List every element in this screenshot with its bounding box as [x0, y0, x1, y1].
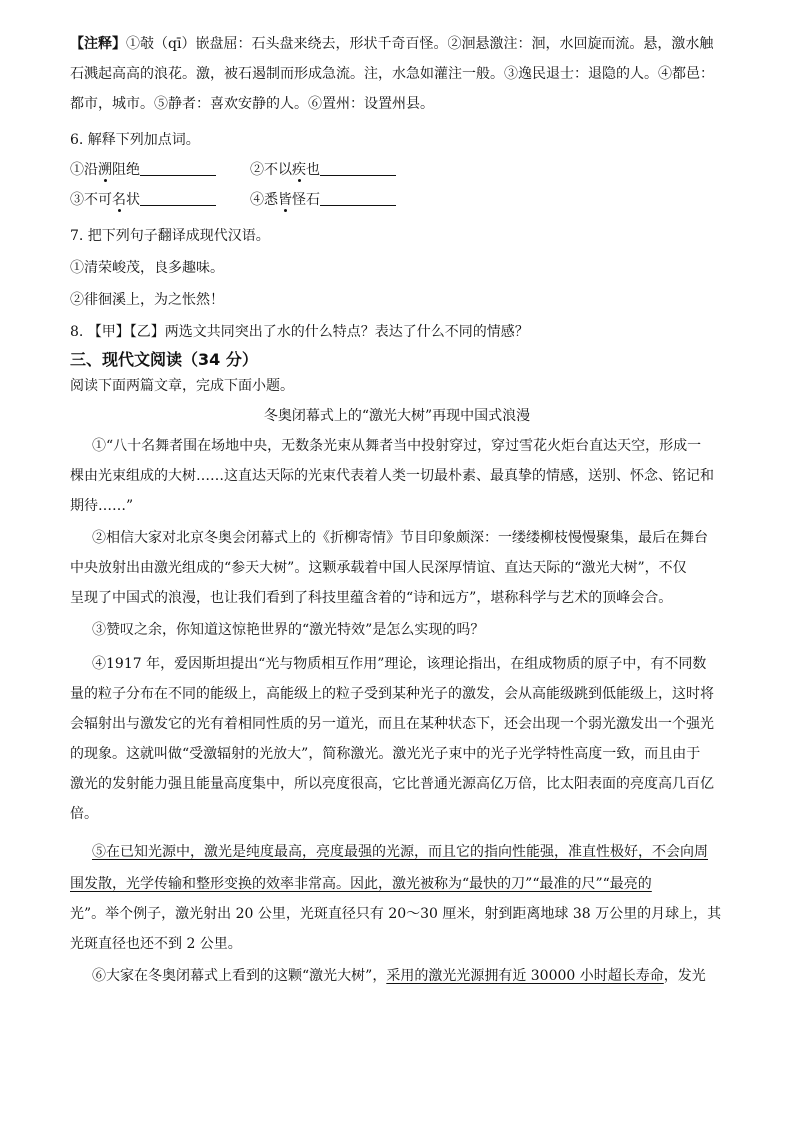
paragraph-4-line-1: ④1917 年，爱因斯坦提出“光与物质相互作用”理论，该理论指出，在组成物质的原子中，有不同数 — [92, 656, 707, 672]
question-6-stem: 6. 解释下列加点词。 — [70, 132, 200, 148]
paragraph-1-line-1: ①“八十名舞者围在场地中央，无数条光束从舞者当中投射穿过，穿过雪花火炬台直达天空，形成一 — [92, 438, 702, 454]
note-line-2: 石溅起高高的浪花。激，被石遏制而形成急流。注，水急如灌注一般。③逸民退士：退隐的人。④都邑： — [70, 66, 714, 82]
note-label: 【注释】 — [70, 36, 126, 52]
note-line-1 — [70, 34, 730, 54]
section-heading: 三、现代文阅读（34 分） — [70, 350, 258, 369]
dotted-word: 皆 — [278, 192, 292, 208]
q6-item-1: ①沿溯阻绝 — [70, 162, 216, 178]
paragraph-5-line-2: 围发散，光学传输和整形变换的效率非常高。因此，激光被称为“最快的刀”“最准的尺”“最亮的 — [70, 876, 652, 892]
underlined-phrase: 采用的激光光源拥有近 30000 小时超长寿命 — [386, 968, 664, 984]
paragraph-4-line-4: 的现象。这就叫做“受激辐射的光放大”，简称激光。激光光子束中的光子光学特性高度一致，而且由于 — [70, 746, 701, 762]
q6-item-4: ④悉皆怪石 — [250, 190, 396, 210]
paragraph-2-line-2: 中央放射出由激光组成的“参天大树”。这颗承载着中国人民深厚情谊、直达天际的“激光大树”，不仅 — [70, 560, 687, 576]
article-title: 冬奥闭幕式上的“激光大树”再现中国式浪漫 — [263, 408, 531, 424]
note-text-1: ①攲（qī）嵌盘屈：石头盘来绕去，形状千奇百怪。②洄悬激注：洄，水回旋而流。悬，激水触 — [126, 36, 714, 52]
q6-item-2: ②不以疾也 — [250, 160, 396, 180]
paragraph-4-line-5: 激光的发射能力强且能量高度集中，所以亮度很高，它比普通光源高亿万倍，比太阳表面的亮度高几百亿 — [70, 776, 714, 792]
q6-item-3: ③不可名状 — [70, 192, 216, 208]
paragraph-6-line-1: ⑥大家在冬奥闭幕式上看到的这颗“激光大树”，采用的激光光源拥有近 30000 小时超长寿命，发光 — [92, 968, 706, 984]
paragraph-1-line-2: 棵由光束组成的大树……这直达天际的光束代表着人类一切最朴素、最真挚的情感，送别、怀念、铭记和 — [70, 468, 714, 484]
dotted-word: 溯 — [98, 162, 112, 178]
paragraph-2-line-3: 呈现了中国式的浪漫，也让我们看到了科技里蕴含着的“诗和远方”，堪称科学与艺术的顶峰会合。 — [70, 590, 673, 606]
question-7-sentence-2: ②徘徊溪上，为之怅然！ — [70, 292, 224, 308]
answer-blank[interactable] — [140, 161, 216, 176]
paragraph-5-line-3: 光”。举个例子，激光射出 20 公里，光斑直径只有 20～30 厘米，射到距离地球 38 万公里的月球上，其 — [70, 906, 722, 922]
question-6-row-2 — [70, 190, 730, 210]
note-line-3: 都市，城市。⑤静者：喜欢安静的人。⑥置州：设置州县。 — [70, 96, 434, 112]
paragraph-4-line-6: 倍。 — [70, 806, 98, 822]
question-7-sentence-1: ①清荣峻茂，良多趣味。 — [70, 260, 224, 276]
dotted-word: 疾 — [292, 162, 306, 178]
paragraph-4-line-3: 会辐射出与激发它的光有着相同性质的另一道光，而且在某种状态下，还会出现一个弱光激发出一个强光 — [70, 716, 714, 732]
paragraph-2-line-1: ②相信大家对北京冬奥会闭幕式上的《折柳寄情》节目印象颇深：一缕缕柳枝慢慢聚集，最后在舞台 — [92, 530, 708, 546]
question-6-row-1 — [70, 160, 730, 180]
paragraph-5-line-1: ⑤在已知光源中，激光是纯度最高，亮度最强的光源，而且它的指向性能强，准直性极好，不会向周 — [92, 844, 708, 860]
answer-blank[interactable] — [320, 191, 396, 206]
paragraph-1-line-3: 期待……” — [70, 498, 134, 514]
question-8-stem: 8. 【甲】【乙】两选文共同突出了水的什么特点？表达了什么不同的情感？ — [70, 324, 529, 340]
answer-blank[interactable] — [140, 191, 216, 206]
dotted-word: 名 — [112, 192, 126, 208]
paragraph-3-line-1: ③赞叹之余，你知道这惊艳世界的“激光特效”是怎么实现的吗？ — [92, 622, 485, 638]
question-7-stem: 7. 把下列句子翻译成现代汉语。 — [70, 228, 270, 244]
paragraph-4-line-2: 量的粒子分布在不同的能级上，高能级上的粒子受到某种光子的激发，会从高能级跳到低能级上，这时将 — [70, 686, 714, 702]
answer-blank[interactable] — [320, 161, 396, 176]
section-intro: 阅读下面两篇文章，完成下面小题。 — [70, 378, 294, 394]
paragraph-5-line-4: 光斑直径也还不到 2 公里。 — [70, 936, 242, 952]
